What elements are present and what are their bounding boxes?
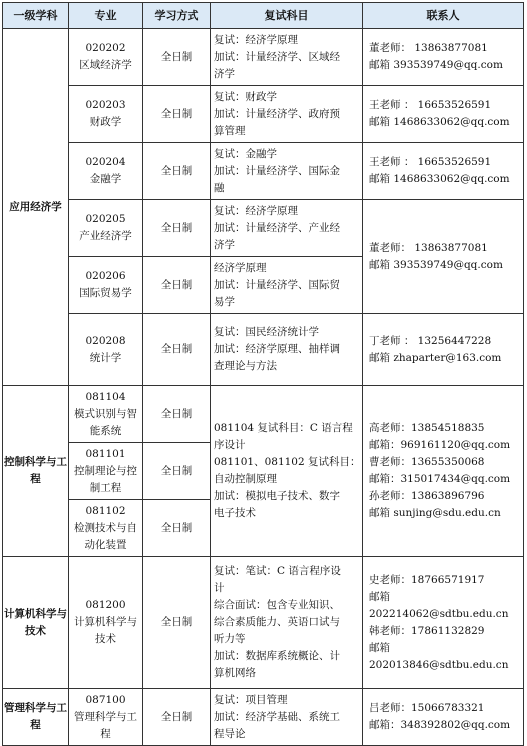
header-row	[3, 3, 524, 29]
discipline-cell: 应用经济学	[3, 29, 69, 386]
major-cell	[69, 86, 143, 143]
subject-line: 加试：数据库系统概论、计	[214, 650, 340, 662]
study-mode-cell: 全日制	[143, 689, 211, 746]
table-row	[3, 314, 524, 386]
table-row	[3, 557, 524, 689]
major-code: 081104	[85, 390, 126, 403]
major-name: 产业经济学	[79, 230, 132, 242]
major-name: 国际贸易学	[79, 287, 132, 299]
major-code: 020206	[85, 270, 126, 282]
contact-line: 202013846@sdtbu.edu.cn	[369, 658, 509, 671]
major-code: 020204	[85, 156, 126, 168]
subject-line: 济学	[214, 238, 235, 251]
major-code: 020203	[85, 99, 126, 111]
study-mode-cell: 全日制	[143, 257, 211, 314]
subject-line: 复试：笔试：C 语言程序设	[214, 565, 341, 577]
contact-line: 邮箱 393539749@qq.com	[369, 258, 503, 271]
major-cell	[69, 143, 143, 200]
major-cell	[69, 200, 143, 257]
major-name: 控制理论与控制工程	[74, 464, 137, 494]
exam-subjects-cell	[211, 143, 363, 200]
exam-subjects-cell	[211, 689, 363, 746]
major-cell	[69, 314, 143, 386]
study-mode-cell: 全日制	[143, 500, 211, 557]
header-exam-subjects: 复试科目	[211, 3, 363, 29]
header-discipline: 一级学科	[3, 3, 69, 29]
contact-line: 史老师：18766571917	[369, 573, 485, 586]
contact-line: 邮箱 393539749@qq.com	[369, 59, 503, 71]
major-name: 财政学	[89, 116, 122, 128]
table-row	[3, 143, 524, 200]
table-row	[3, 200, 524, 257]
contact-line: 高老师：13854518835	[369, 422, 485, 434]
study-mode-cell: 全日制	[143, 29, 211, 86]
major-cell	[69, 386, 143, 443]
subject-line: 加试：经济学原理、抽样调	[214, 343, 340, 355]
subject-line: 复试：财政学	[214, 90, 277, 103]
major-cell	[69, 443, 143, 500]
major-name: 模式识别与智能系统	[74, 407, 137, 437]
exam-subjects-cell	[211, 86, 363, 143]
subject-line: 复试：国民经济统计学	[214, 326, 319, 338]
subject-line: 济学	[214, 67, 235, 80]
subject-line: 复试：金融学	[214, 147, 277, 160]
exam-subjects-cell	[211, 386, 363, 557]
contact-cell	[363, 386, 524, 557]
study-mode-cell: 全日制	[143, 557, 211, 689]
contact-line: 邮箱：348392802@qq.com	[369, 719, 511, 731]
header-contact: 联系人	[363, 3, 524, 29]
contact-cell	[363, 86, 524, 143]
contact-cell	[363, 689, 524, 746]
contact-cell	[363, 29, 524, 86]
major-cell	[69, 29, 143, 86]
subject-line: 081101、081102 复试科目：	[214, 456, 361, 468]
subject-line: 综合面试：包含专业知识、	[214, 599, 340, 611]
subject-line: 自动控制原理	[214, 473, 277, 485]
major-name: 区域经济学	[79, 59, 132, 71]
contact-line: 韩老师：17861132829	[369, 624, 485, 637]
contact-line: 邮箱 1468633062@qq.com	[369, 173, 510, 185]
header-study-mode: 学习方式	[143, 3, 211, 29]
subject-line: 复试：经济学原理	[214, 204, 298, 217]
discipline-cell: 管理科学与工程	[3, 689, 69, 746]
contact-line: 王老师 ： 16653526591	[369, 156, 492, 168]
major-cell	[69, 557, 143, 689]
contact-line: 孙老师：13863896796	[369, 490, 485, 502]
exam-subjects-cell	[211, 200, 363, 257]
contact-line: 邮箱：315017434@qq.com	[369, 473, 511, 485]
exam-subjects-cell	[211, 557, 363, 689]
contact-line: 董老师： 13863877081	[369, 241, 488, 254]
subject-line: 电子技术	[214, 507, 256, 519]
contact-line: 邮箱	[369, 641, 390, 654]
table-row	[3, 86, 524, 143]
study-mode-cell: 全日制	[143, 200, 211, 257]
subject-line: 复试：经济学原理	[214, 33, 298, 46]
study-mode-cell: 全日制	[143, 443, 211, 500]
subject-line: 易学	[214, 295, 235, 308]
major-cell	[69, 689, 143, 746]
exam-subjects-cell	[211, 257, 363, 314]
subject-line: 加试：计量经济学、区域经	[214, 50, 340, 63]
contact-line: 邮箱 zhaparter@163.com	[369, 351, 502, 364]
subject-line: 081104 复试科目：C 语言程	[214, 422, 353, 434]
contact-line: 邮箱 sunjing@sdu.edu.cn	[369, 507, 501, 519]
table-row	[3, 386, 524, 443]
major-code: 081200	[85, 599, 126, 611]
header-major: 专业	[69, 3, 143, 29]
subject-line: 序设计	[214, 439, 246, 451]
subject-line: 复试：项目管理	[214, 693, 288, 706]
enrollment-table	[2, 2, 524, 746]
exam-subjects-cell	[211, 314, 363, 386]
contact-line: 邮箱	[369, 590, 390, 603]
contact-line: 邮箱：969161120@qq.com	[369, 439, 511, 451]
subject-line: 算管理	[214, 124, 246, 137]
major-name: 计算机科学与技术	[74, 616, 137, 645]
study-mode-cell: 全日制	[143, 314, 211, 386]
subject-line: 综合素质能力、英语口试与	[214, 616, 340, 628]
major-code: 020208	[85, 334, 126, 347]
contact-cell	[363, 200, 524, 314]
contact-line: 曹老师：13655350068	[369, 456, 485, 468]
major-name: 金融学	[89, 173, 122, 185]
major-cell	[69, 257, 143, 314]
major-name: 管理科学与工程	[74, 710, 137, 740]
subject-line: 加试：计量经济学、政府预	[214, 107, 340, 120]
subject-line: 加试：模拟电子技术、数字	[214, 490, 340, 502]
major-cell	[69, 500, 143, 557]
subject-line: 加试：计量经济学、国际贸	[214, 278, 340, 291]
subject-line: 听力等	[214, 633, 246, 645]
subject-line: 计	[214, 582, 225, 594]
subject-line: 融	[214, 181, 225, 194]
table-row	[3, 29, 524, 86]
contact-line: 丁老师 ： 13256447228	[369, 334, 492, 347]
contact-line: 董老师： 13863877081	[369, 42, 488, 54]
contact-line: 吕老师：15066783321	[369, 702, 485, 714]
exam-subjects-cell	[211, 29, 363, 86]
contact-cell	[363, 314, 524, 386]
major-name: 检测技术与自动化装置	[74, 521, 137, 551]
contact-cell	[363, 143, 524, 200]
study-mode-cell: 全日制	[143, 386, 211, 443]
major-code: 020205	[85, 213, 126, 225]
major-code: 087100	[85, 693, 126, 706]
subject-line: 算机网络	[214, 667, 256, 679]
contact-line: 邮箱 1468633062@qq.com	[369, 116, 510, 128]
major-code: 081101	[85, 447, 126, 460]
subject-line: 加试：经济学基础、系统工	[214, 710, 340, 723]
subject-line: 经济学原理	[214, 261, 267, 274]
study-mode-cell: 全日制	[143, 86, 211, 143]
major-code: 020202	[85, 42, 126, 54]
discipline-cell: 控制科学与工程	[3, 386, 69, 557]
discipline-cell: 计算机科学与技术	[3, 557, 69, 689]
contact-line: 202214062@sdtbu.edu.cn	[369, 607, 509, 620]
contact-line: 王老师 ： 16653526591	[369, 99, 492, 111]
study-mode-cell: 全日制	[143, 143, 211, 200]
contact-cell	[363, 557, 524, 689]
major-name: 统计学	[89, 351, 122, 364]
major-code: 081102	[85, 504, 126, 517]
table-row	[3, 689, 524, 746]
subject-line: 程导论	[214, 727, 246, 740]
subject-line: 加试：计量经济学、产业经	[214, 221, 340, 234]
subject-line: 查理论与方法	[214, 360, 277, 372]
subject-line: 加试：计量经济学、国际金	[214, 164, 340, 177]
